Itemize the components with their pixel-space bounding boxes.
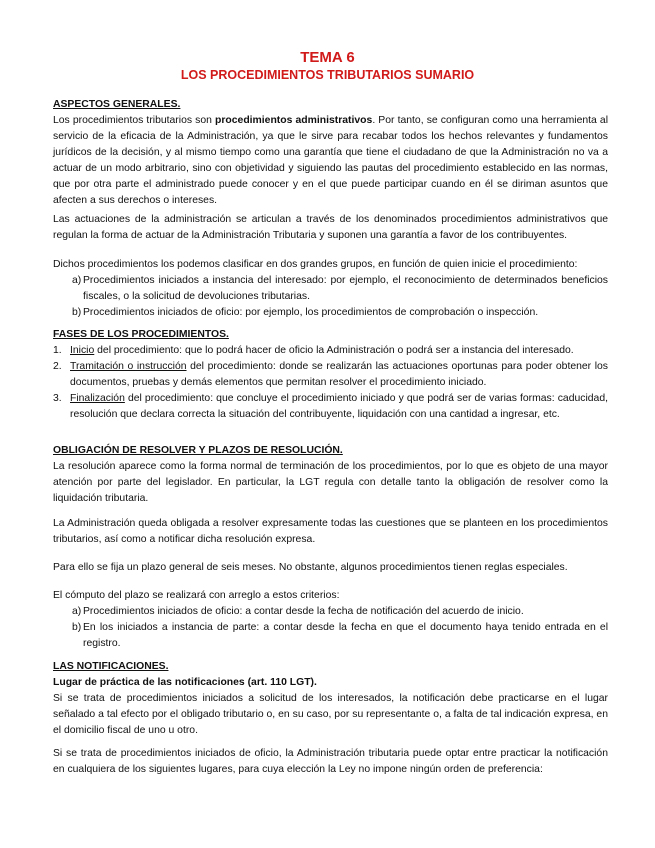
list-item-text: Procedimientos iniciados a instancia del interesado: por ejemplo, el reconocimiento de determinados beneficios fiscales, o la solicitud de devoluciones tributarias.: [83, 275, 608, 302]
list-item: [53, 305, 608, 321]
section-heading: OBLIGACIÓN DE RESOLVER Y PLAZOS DE RESOLUCIÓN.: [53, 445, 343, 456]
paragraph: El cómputo del plazo se realizará con arreglo a estos criterios:: [53, 590, 340, 601]
section-subheading: Lugar de práctica de las notificaciones (art. 110 LGT).: [53, 677, 317, 688]
list-item: [53, 604, 608, 620]
list-item-text: del procedimiento: donde se realizarán las actuaciones oportunas para poder obtener los documentos, pruebas y demás elementos que permitan resolver el procedimiento iniciado.: [70, 361, 608, 388]
list-marker: 3.: [53, 393, 62, 404]
bold-term: procedimientos administrativos: [215, 115, 373, 126]
paragraph-plazo: [53, 560, 608, 576]
paragraph-oficio: [53, 746, 608, 778]
list-item-text: del procedimiento: que concluye el procedimiento iniciado y que podrá ser de varias formas: caducidad, resolución que declara correcta la situación del contribuyente, liquidación con una cantidad a ingresar, etc.: [70, 393, 608, 420]
list-item: [53, 343, 608, 359]
paragraph: Si se trata de procedimientos iniciados a solicitud de los interesados, la notificación debe practicarse en el lugar señalado a tal efecto por el obligado tributario o, en su caso, por su representante o, a falta de tal indicación expresa, en el domicilio fiscal de uno u otro.: [53, 693, 608, 736]
list-item-text: Procedimientos iniciados de oficio: a contar desde la fecha de notificación del acuerdo de inicio.: [83, 606, 524, 617]
paragraph-clasificacion: [53, 257, 608, 321]
text-run: . Por tanto, se configuran como una herramienta al servicio de la eficacia de la Administración, ya que le sirve para recabar todos los hechos relevantes y fundamentos jurídicos de la decisión, y al mismo tiempo como una garantía que tiene el ciudadano de que la Administración no va a actuar de un modo arbitrario, sino con objetividad y siguiendo las pautas del procedimiento establecido en las normas, que por otra parte el administrado puede conocer y en el que puede participar cuando en él se diriman asuntos que afecten a sus derechos o intereses.: [53, 115, 609, 206]
paragraph-obligada: [53, 516, 608, 548]
list-item-text: Procedimientos iniciados de oficio: por ejemplo, los procedimientos de comprobación o inspección.: [83, 307, 539, 318]
page-subtitle: LOS PROCEDIMIENTOS TRIBUTARIOS SUMARIO: [180, 68, 475, 82]
list-item: [53, 273, 608, 305]
paragraph: [53, 113, 608, 209]
paragraph: La resolución aparece como la forma normal de terminación de los procedimientos, por lo que es objeto de una mayor atención por parte del legislador. En particular, la LGT regula con detalle tanto la obligación de resolver como la liquidación tributaria.: [53, 461, 608, 504]
section-heading: ASPECTOS GENERALES.: [53, 99, 181, 110]
section-aspectos-generales: [53, 97, 608, 209]
list-marker: a): [72, 606, 82, 617]
list-term: Tramitación o instrucción: [70, 361, 187, 372]
list-item-text: En los iniciados a instancia de parte: a contar desde la fecha en que el documento haya tenido entrada en el registro.: [83, 622, 608, 649]
list-marker: b): [72, 307, 82, 318]
paragraph-computo: [53, 588, 608, 652]
section-heading: LAS NOTIFICACIONES.: [53, 661, 169, 672]
section-fases: [53, 327, 608, 423]
section-obligacion: [53, 443, 608, 507]
section-heading: FASES DE LOS PROCEDIMIENTOS.: [53, 329, 229, 340]
paragraph: Dichos procedimientos los podemos clasificar en dos grandes grupos, en función de quien inicie el procedimiento:: [53, 259, 578, 270]
section-notificaciones: [53, 659, 608, 739]
list-marker: b): [72, 622, 82, 633]
list-marker: 2.: [53, 361, 62, 372]
list-term: Inicio: [70, 345, 95, 356]
paragraph: Para ello se fija un plazo general de seis meses. No obstante, algunos procedimientos tienen reglas especiales.: [53, 562, 568, 573]
paragraph: La Administración queda obligada a resolver expresamente todas las cuestiones que se planteen en los procedimientos tributarios, así como a notificar dicha resolución expresa.: [53, 518, 608, 545]
paragraph: Si se trata de procedimientos iniciados de oficio, la Administración tributaria puede optar entre practicar la notificación en cualquiera de los siguientes lugares, para cuya elección la Ley no impone ningún orden de preferencia:: [53, 748, 608, 775]
list-term: Finalización: [70, 393, 125, 404]
list-marker: a): [72, 275, 82, 286]
text-run: Los procedimientos tributarios son: [53, 115, 216, 126]
list-item: [53, 359, 608, 391]
paragraph-actuaciones: [53, 212, 608, 244]
paragraph: Las actuaciones de la administración se articulan a través de los denominados procedimientos administrativos que regulan la forma de actuar de la Administración Tributaria y suponen una garantía a favor de los contribuyentes.: [53, 214, 608, 241]
list-marker: 1.: [53, 345, 62, 356]
page-title: TEMA 6: [300, 49, 355, 66]
list-item-text: del procedimiento: que lo podrá hacer de oficio la Administración o podrá ser a instancia del interesado.: [94, 345, 574, 356]
list-item: [53, 391, 608, 423]
list-item: [53, 620, 608, 652]
